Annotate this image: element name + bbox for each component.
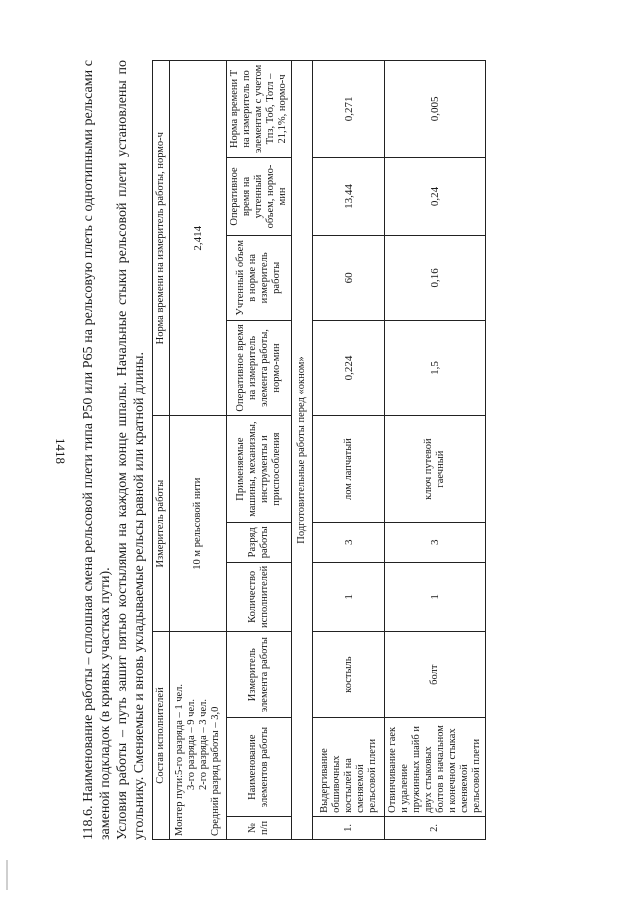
composition-line-2: 3-го разряда – 9 чел. xyxy=(186,699,197,790)
page-number: 1418 xyxy=(53,438,68,464)
row-op-time-volume: 13,44 xyxy=(313,157,385,235)
norm-table xyxy=(152,60,486,840)
header-volume: Учтенный объем в норме на измеритель работы xyxy=(227,236,292,320)
row-grade: 3 xyxy=(313,522,385,562)
norm-value: 2,414 xyxy=(170,61,227,416)
row-num: 1. xyxy=(313,816,385,839)
composition-line-1: Монтер пути:5-го разряда – 1 чел. xyxy=(174,683,185,836)
row-op-time-volume: 0,24 xyxy=(385,157,486,235)
composition-line-4: Средний разряд работы – 3,0 xyxy=(210,706,221,836)
row-tools: ключ путевой гаечный xyxy=(385,416,486,522)
table-header-row-3 xyxy=(227,61,292,840)
table-header-row-1 xyxy=(153,61,170,840)
header-element-meter: Измеритель элемента работы xyxy=(227,631,292,717)
row-num: 2. xyxy=(385,816,486,839)
header-element-name: Наименование элементов работы xyxy=(227,718,292,816)
header-count: Количество исполнителей xyxy=(227,562,292,631)
composition-cell xyxy=(170,631,227,839)
row-element-meter: костыль xyxy=(313,631,385,717)
section-row xyxy=(292,61,313,840)
table-row xyxy=(385,61,486,840)
row-grade: 3 xyxy=(385,522,486,562)
header-norm-time: Норма времени Т на измеритель по элементам с учетом Тпз, Тоб, Тотл – 21,1%, нормо-ч xyxy=(227,61,292,158)
row-element-meter: болт xyxy=(385,631,486,717)
row-norm-time: 0,271 xyxy=(313,61,385,158)
row-element-name: Отвинчивание гаек и удаление пружинных шайб и двух стыковых болтов в начальном и конечном стыках сменяемой рельсовой плети xyxy=(385,718,486,816)
header-composition: Состав исполнителей xyxy=(153,631,170,839)
row-count: 1 xyxy=(385,562,486,631)
row-volume: 60 xyxy=(313,236,385,320)
table-row xyxy=(313,61,385,840)
row-op-time: 1,5 xyxy=(385,320,486,416)
rotated-page-content xyxy=(80,60,600,840)
scan-mark xyxy=(6,860,8,890)
header-meter: Измеритель работы xyxy=(153,416,170,632)
header-tools: Применяемые машины, механизмы, инструменты и приспособления xyxy=(227,416,292,522)
table-header-row-2 xyxy=(170,61,227,840)
section-title: Подготовительные работы перед «окном» xyxy=(292,61,313,840)
work-conditions: Условия работы – путь зашит пятью костылями на каждом конце шпалы. Начальные стыки рельсовой плети установлены по угольнику. Сменяемые и вновь укладываемые рельсы равной или кратной длины. xyxy=(115,60,147,840)
work-heading: 118.6. Наименование работы – сплошная смена рельсовой плети типа Р50 или Р65 на рельсовую плеть с однотипными рельсами с заменой подкладок (в кривых участках пути). xyxy=(81,60,113,840)
row-volume: 0,16 xyxy=(385,236,486,320)
composition-line-3: 2-го разряда – 3 чел. xyxy=(198,699,209,790)
row-op-time: 0,224 xyxy=(313,320,385,416)
meter-value: 10 м рельсовой нити xyxy=(170,416,227,632)
header-op-time: Оперативное время на измеритель элемента работы, нормо-мин xyxy=(227,320,292,416)
row-tools: лом лапчатый xyxy=(313,416,385,522)
header-norm: Норма времени на измеритель работы, нормо-ч xyxy=(153,61,170,416)
header-op-time-volume: Оперативное время на учтенный объем, нормо-мин xyxy=(227,157,292,235)
row-count: 1 xyxy=(313,562,385,631)
header-num: № п/п xyxy=(227,816,292,839)
row-element-name: Выдергивание обшивочных костылей на сменяемой рельсовой плети xyxy=(313,718,385,816)
row-norm-time: 0,005 xyxy=(385,61,486,158)
header-grade: Разряд работы xyxy=(227,522,292,562)
